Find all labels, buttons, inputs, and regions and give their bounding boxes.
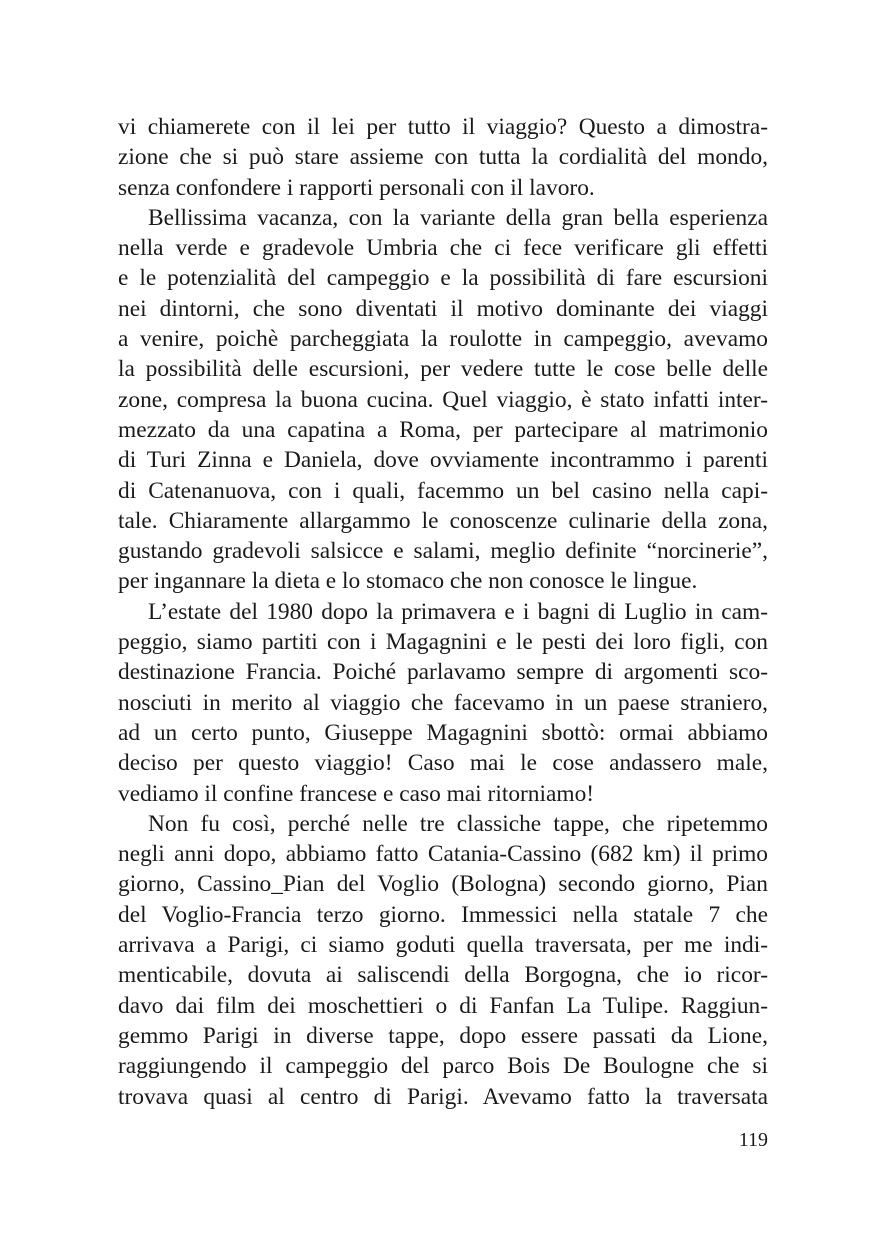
text-line: nella verde e gradevole Umbria che ci fece verificare gli effetti	[118, 235, 768, 262]
text-line: di Catenanuova, con i quali, facemmo un bel casino nella capi-	[118, 477, 768, 504]
text-line: davo dai film dei moschettieri o di Fanfan La Tulipe. Raggiun-	[118, 992, 768, 1019]
text-line: zione che si può stare assieme con tutta la cordialità del mondo,	[118, 144, 768, 171]
book-page-body	[118, 112, 768, 1112]
text-line: di Turi Zinna e Daniela, dove ovviamente incontrammo i parenti	[118, 447, 768, 474]
text-line: senza confondere i rapporti personali con il lavoro.	[118, 174, 595, 201]
text-line: arrivava a Parigi, ci siamo goduti quella traversata, per me indi-	[118, 932, 768, 959]
text-line: Non fu così, perché nelle tre classiche tappe, che ripetemmo	[148, 810, 768, 837]
text-line: vediamo il confine francese e caso mai ritorniamo!	[118, 780, 595, 807]
text-line: vi chiamerete con il lei per tutto il viaggio? Questo a dimostra-	[118, 114, 768, 140]
text-line: la possibilità delle escursioni, per vedere tutte le cose belle delle	[118, 356, 768, 383]
text-line: gustando gradevoli salsicce e salami, meglio definite “norcinerie”,	[118, 538, 768, 565]
text-line: Bellissima vacanza, con la variante della gran bella esperienza	[148, 204, 768, 231]
paragraph	[118, 203, 768, 597]
text-line: mezzato da una capatina a Roma, per partecipare al matrimonio	[118, 416, 768, 443]
text-line: raggiungendo il campeggio del parco Bois De Boulogne che si	[118, 1053, 768, 1080]
text-line: negli anni dopo, abbiamo fatto Catania-Cassino (682 km) il primo	[118, 841, 768, 868]
text-line: per ingannare la dieta e lo stomaco che non conosce le lingue.	[118, 568, 698, 595]
text-line: a venire, poichè parcheggiata la roulotte in campeggio, avevamo	[118, 326, 768, 353]
text-line: tale. Chiaramente allargammo le conoscenze culinarie della zona,	[118, 507, 768, 534]
text-line: giorno, Cassino_Pian del Voglio (Bologna) secondo giorno, Pian	[118, 871, 768, 898]
text-line: nosciuti in merito al viaggio che facevamo in un paese straniero,	[118, 689, 768, 716]
text-line: trovava quasi al centro di Parigi. Avevamo fatto la traversata	[118, 1083, 768, 1110]
text-line: zone, compresa la buona cucina. Quel viaggio, è stato infatti inter-	[118, 386, 768, 413]
text-line: ad un certo punto, Giuseppe Magagnini sbottò: ormai abbiamo	[118, 719, 768, 746]
paragraph	[118, 597, 768, 809]
text-line: peggio, siamo partiti con i Magagnini e le pesti dei loro figli, con	[118, 629, 768, 656]
text-line: L’estate del 1980 dopo la primavera e i bagni di Luglio in cam-	[148, 598, 768, 625]
text-line: e le potenzialità del campeggio e la possibilità di fare escursioni	[118, 265, 768, 292]
text-line: nei dintorni, che sono diventati il motivo dominante dei viaggi	[118, 295, 768, 322]
text-line: destinazione Francia. Poiché parlavamo sempre di argomenti sco-	[118, 659, 768, 686]
text-line: menticabile, dovuta ai saliscendi della Borgogna, che io ricor-	[118, 962, 768, 989]
text-line: gemmo Parigi in diverse tappe, dopo essere passati da Lione,	[118, 1022, 768, 1049]
text-line: del Voglio-Francia terzo giorno. Immessici nella statale 7 che	[118, 901, 768, 928]
text-line: deciso per questo viaggio! Caso mai le cose andassero male,	[118, 750, 768, 777]
page-number: 119	[738, 1129, 768, 1151]
paragraph	[118, 809, 768, 1112]
paragraph	[118, 112, 768, 203]
